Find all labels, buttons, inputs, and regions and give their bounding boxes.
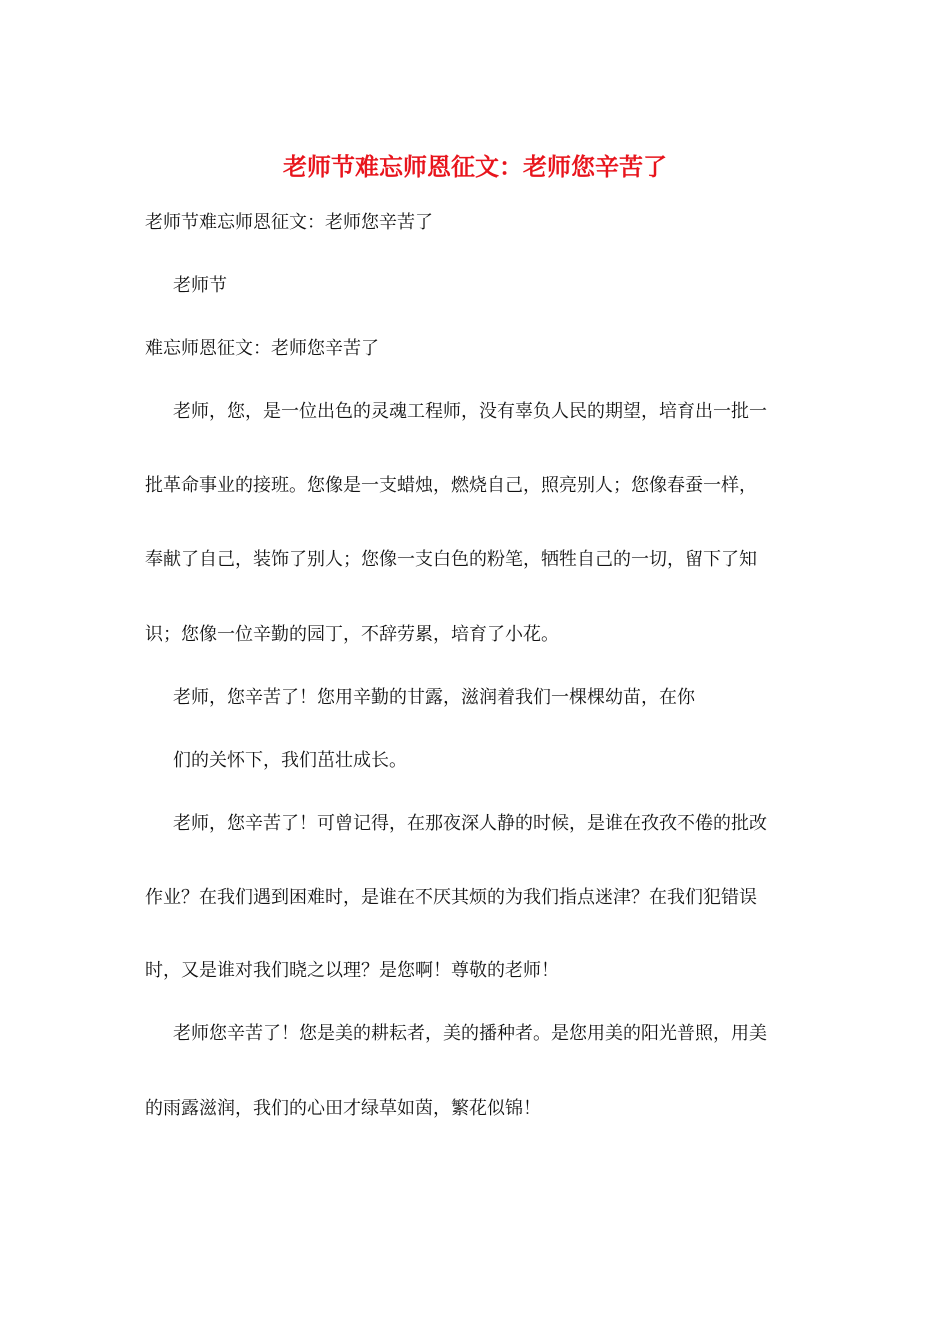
paragraph-line: 老师，您辛苦了！可曾记得，在那夜深人静的时候，是谁在孜孜不倦的批改 <box>173 813 767 834</box>
paragraph-line: 批革命事业的接班。您像是一支蜡烛，燃烧自己，照亮别人；您像春蚕一样， <box>145 475 757 496</box>
paragraph-line: 时，又是谁对我们晓之以理？是您啊！尊敬的老师！ <box>145 960 559 981</box>
paragraph-line: 作业？在我们遇到困难时，是谁在不厌其烦的为我们指点迷津？在我们犯错误 <box>145 887 757 908</box>
paragraph-line: 奉献了自己，装饰了别人；您像一支白色的粉笔，牺牲自己的一切，留下了知 <box>145 549 757 570</box>
paragraph-line: 的雨露滋润，我们的心田才绿草如茵，繁花似锦！ <box>145 1098 541 1119</box>
subtitle-line: 老师节难忘师恩征文：老师您辛苦了 <box>145 212 433 233</box>
paragraph-line: 识；您像一位辛勤的园丁，不辞劳累，培育了小花。 <box>145 624 559 645</box>
section-subheading: 难忘师恩征文：老师您辛苦了 <box>145 338 379 359</box>
paragraph-line: 老师，您辛苦了！您用辛勤的甘露，滋润着我们一棵棵幼苗，在你 <box>173 687 695 708</box>
paragraph-line: 老师，您，是一位出色的灵魂工程师，没有辜负人民的期望，培育出一批一 <box>173 401 767 422</box>
document-title: 老师节难忘师恩征文：老师您辛苦了 <box>283 152 667 181</box>
paragraph-line: 老师您辛苦了！您是美的耕耘者，美的播种者。是您用美的阳光普照，用美 <box>173 1023 767 1044</box>
paragraph-line: 们的关怀下，我们茁壮成长。 <box>173 750 407 771</box>
section-heading: 老师节 <box>173 275 227 296</box>
